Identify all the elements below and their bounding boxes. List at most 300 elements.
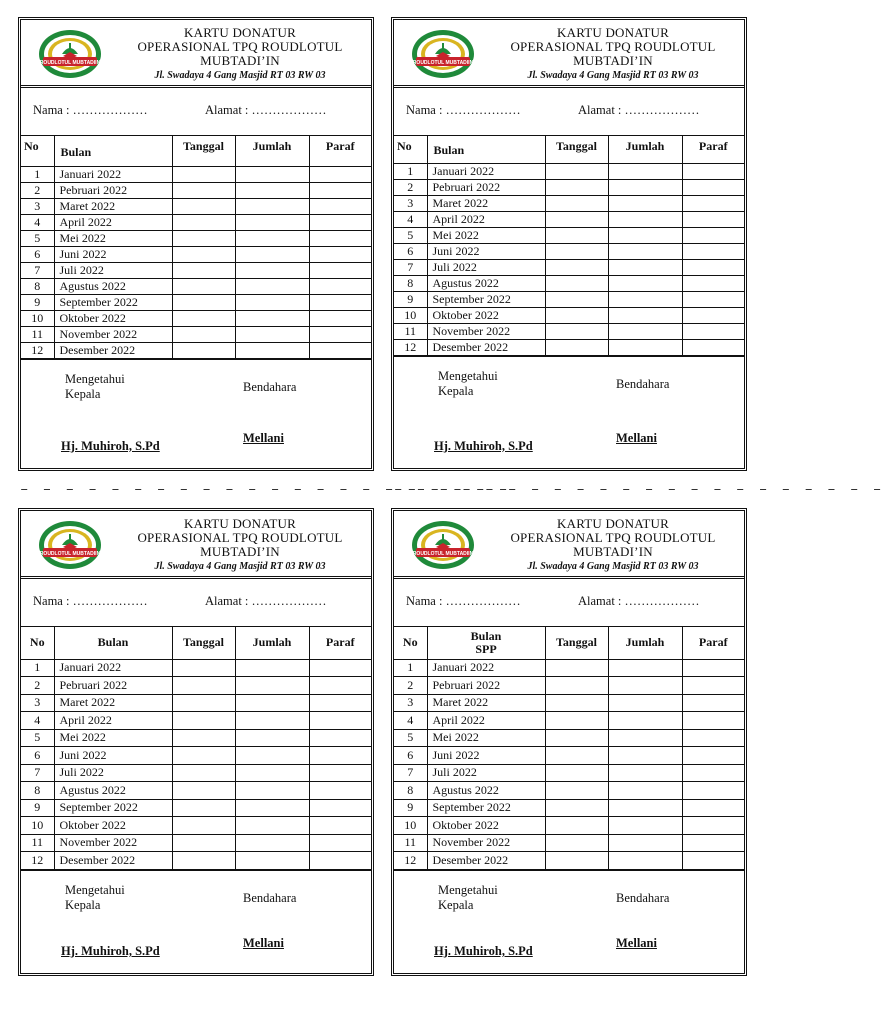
row-bulan: Oktober 2022 (54, 817, 172, 835)
row-tanggal[interactable] (545, 243, 608, 259)
row-paraf[interactable] (682, 834, 744, 852)
row-tanggal[interactable] (172, 166, 235, 182)
row-jumlah[interactable] (608, 339, 682, 355)
payment-table (21, 136, 371, 358)
row-bulan: Desember 2022 (54, 852, 172, 870)
row-paraf[interactable] (682, 195, 744, 211)
row-jumlah[interactable] (608, 677, 682, 695)
row-tanggal[interactable] (545, 834, 608, 852)
row-tanggal[interactable] (172, 294, 235, 310)
donor-card-2 (391, 17, 747, 471)
table-row (394, 834, 744, 852)
row-tanggal[interactable] (545, 323, 608, 339)
kepala-name: Hj. Muhiroh, S.Pd (434, 438, 533, 453)
payment-table (21, 627, 371, 869)
row-paraf[interactable] (682, 817, 744, 835)
col-paraf: Paraf (309, 627, 371, 659)
row-jumlah[interactable] (608, 659, 682, 677)
mengetahui-text: Mengetahui (65, 371, 125, 386)
row-tanggal[interactable] (172, 310, 235, 326)
row-jumlah[interactable] (235, 262, 309, 278)
row-paraf[interactable] (682, 179, 744, 195)
row-tanggal[interactable] (545, 852, 608, 870)
row-paraf[interactable] (682, 227, 744, 243)
row-tanggal[interactable] (172, 834, 235, 852)
row-bulan: Juni 2022 (427, 747, 545, 765)
nama-field: Nama : ……………… (33, 103, 148, 117)
row-jumlah[interactable] (608, 291, 682, 307)
row-jumlah[interactable] (235, 326, 309, 342)
row-jumlah[interactable] (608, 729, 682, 747)
row-paraf[interactable] (309, 182, 371, 198)
table-row (21, 747, 371, 765)
row-paraf[interactable] (309, 677, 371, 695)
donor-info (21, 88, 371, 136)
col-bulan: Bulan (54, 627, 172, 659)
header-text (113, 26, 367, 83)
col-paraf: Paraf (682, 136, 744, 163)
row-jumlah[interactable] (608, 163, 682, 179)
row-jumlah[interactable] (608, 834, 682, 852)
row-jumlah[interactable] (608, 259, 682, 275)
donor-card-1 (18, 17, 374, 471)
row-bulan: Agustus 2022 (427, 782, 545, 800)
payment-table (394, 136, 744, 355)
row-tanggal[interactable] (545, 659, 608, 677)
row-no: 5 (394, 227, 427, 243)
header-subtitle-2: MUBTADI’IN (573, 53, 653, 68)
row-paraf[interactable] (682, 782, 744, 800)
table-row (21, 852, 371, 870)
donor-info (394, 579, 744, 627)
row-bulan: Agustus 2022 (54, 782, 172, 800)
row-bulan: Oktober 2022 (427, 307, 545, 323)
row-bulan: Januari 2022 (54, 659, 172, 677)
row-bulan: Juni 2022 (54, 747, 172, 765)
row-jumlah[interactable] (608, 323, 682, 339)
mengetahui-text: Mengetahui (438, 883, 498, 897)
row-no: 1 (21, 166, 54, 182)
row-tanggal[interactable] (172, 182, 235, 198)
table-header-row (21, 627, 371, 659)
header-text (486, 26, 740, 83)
row-tanggal[interactable] (172, 230, 235, 246)
row-paraf[interactable] (682, 764, 744, 782)
row-no: 3 (394, 694, 427, 712)
row-jumlah[interactable] (608, 782, 682, 800)
row-bulan: Mei 2022 (54, 230, 172, 246)
row-tanggal[interactable] (545, 712, 608, 730)
row-paraf[interactable] (309, 817, 371, 835)
col-bulan: Bulan (54, 136, 172, 166)
table-row (394, 677, 744, 695)
row-paraf[interactable] (682, 339, 744, 355)
row-no: 12 (394, 852, 427, 870)
header-address: Jl. Swadaya 4 Gang Masjid RT 03 RW 03 (527, 70, 699, 81)
bendahara-label: Bendahara (243, 379, 297, 394)
card-header (21, 511, 371, 579)
row-paraf[interactable] (309, 166, 371, 182)
row-jumlah[interactable] (235, 712, 309, 730)
row-jumlah[interactable] (235, 182, 309, 198)
table-row (21, 782, 371, 800)
row-jumlah[interactable] (235, 246, 309, 262)
row-tanggal[interactable] (545, 211, 608, 227)
row-bulan: Oktober 2022 (427, 817, 545, 835)
table-header-row (394, 136, 744, 163)
row-paraf[interactable] (682, 291, 744, 307)
row-tanggal[interactable] (172, 712, 235, 730)
row-bulan: Maret 2022 (54, 198, 172, 214)
row-tanggal[interactable] (545, 764, 608, 782)
row-jumlah[interactable] (235, 166, 309, 182)
row-paraf[interactable] (682, 799, 744, 817)
row-tanggal[interactable] (545, 307, 608, 323)
row-jumlah[interactable] (235, 852, 309, 870)
col-paraf: Paraf (309, 136, 371, 166)
row-tanggal[interactable] (545, 782, 608, 800)
row-no: 2 (21, 677, 54, 695)
col-jumlah: Jumlah (235, 136, 309, 166)
row-jumlah[interactable] (608, 712, 682, 730)
row-tanggal[interactable] (172, 198, 235, 214)
table-row (21, 214, 371, 230)
col-paraf: Paraf (682, 627, 744, 659)
bendahara-name: Mellani (243, 430, 284, 445)
table-row (394, 712, 744, 730)
row-no: 6 (394, 243, 427, 259)
header-address: Jl. Swadaya 4 Gang Masjid RT 03 RW 03 (154, 561, 326, 572)
col-bulan-label: Bulan (470, 628, 502, 643)
row-paraf[interactable] (682, 712, 744, 730)
row-no: 1 (394, 659, 427, 677)
row-jumlah[interactable] (235, 310, 309, 326)
row-tanggal[interactable] (545, 729, 608, 747)
row-jumlah[interactable] (608, 275, 682, 291)
row-paraf[interactable] (309, 799, 371, 817)
row-no: 12 (21, 342, 54, 358)
row-tanggal[interactable] (172, 694, 235, 712)
bendahara-name: Mellani (616, 936, 657, 950)
mengetahui-label (65, 372, 125, 402)
row-tanggal[interactable] (545, 817, 608, 835)
row-tanggal[interactable] (172, 852, 235, 870)
row-bulan: Maret 2022 (54, 694, 172, 712)
row-paraf[interactable] (682, 852, 744, 870)
table-row (394, 799, 744, 817)
row-no: 1 (21, 659, 54, 677)
row-no: 5 (21, 230, 54, 246)
header-subtitle: OPERASIONAL TPQ ROUDLOTUL (137, 39, 343, 54)
table-row (21, 278, 371, 294)
donor-card-3 (18, 508, 374, 976)
row-jumlah[interactable] (235, 782, 309, 800)
row-jumlah[interactable] (608, 227, 682, 243)
row-no: 3 (394, 195, 427, 211)
table-row (21, 834, 371, 852)
col-jumlah: Jumlah (608, 627, 682, 659)
row-jumlah[interactable] (235, 198, 309, 214)
row-no: 8 (394, 275, 427, 291)
row-tanggal[interactable] (172, 342, 235, 358)
row-jumlah[interactable] (235, 677, 309, 695)
kepala-text: Kepala (438, 898, 474, 912)
row-jumlah[interactable] (235, 214, 309, 230)
row-jumlah[interactable] (608, 799, 682, 817)
row-bulan: November 2022 (427, 834, 545, 852)
row-paraf[interactable] (682, 243, 744, 259)
row-tanggal[interactable] (172, 782, 235, 800)
table-row (394, 211, 744, 227)
row-paraf[interactable] (682, 163, 744, 179)
row-paraf[interactable] (309, 326, 371, 342)
row-bulan: Pebruari 2022 (54, 677, 172, 695)
row-tanggal[interactable] (545, 291, 608, 307)
row-bulan: Juni 2022 (427, 243, 545, 259)
bendahara-name: Mellani (243, 936, 284, 950)
table-row (21, 166, 371, 182)
table-row (394, 227, 744, 243)
row-paraf[interactable] (309, 764, 371, 782)
table-row (394, 163, 744, 179)
table-header-row (21, 136, 371, 166)
row-tanggal[interactable] (172, 799, 235, 817)
row-tanggal[interactable] (545, 799, 608, 817)
mengetahui-label (65, 883, 125, 913)
row-jumlah[interactable] (608, 747, 682, 765)
header-subtitle-2: MUBTADI’IN (200, 544, 280, 559)
row-no: 10 (394, 307, 427, 323)
mengetahui-label (438, 369, 498, 399)
nama-field: Nama : ……………… (406, 594, 521, 608)
row-paraf[interactable] (309, 694, 371, 712)
row-no: 5 (21, 729, 54, 747)
row-paraf[interactable] (309, 834, 371, 852)
row-tanggal[interactable] (172, 729, 235, 747)
row-tanggal[interactable] (545, 259, 608, 275)
row-bulan: Maret 2022 (427, 694, 545, 712)
table-row (21, 310, 371, 326)
row-paraf[interactable] (309, 659, 371, 677)
row-tanggal[interactable] (545, 677, 608, 695)
row-paraf[interactable] (309, 294, 371, 310)
row-bulan: Juli 2022 (54, 764, 172, 782)
table-row (394, 243, 744, 259)
row-jumlah[interactable] (608, 195, 682, 211)
tpq-logo-icon (37, 519, 103, 571)
row-no: 6 (394, 747, 427, 765)
table-row (21, 729, 371, 747)
row-no: 7 (21, 764, 54, 782)
row-tanggal[interactable] (172, 214, 235, 230)
table-row (394, 339, 744, 355)
row-jumlah[interactable] (608, 243, 682, 259)
logo-banner-text: ROUDLOTUL MUBTADIIN (39, 551, 101, 557)
signature-area (394, 355, 744, 468)
table-row (394, 291, 744, 307)
row-paraf[interactable] (682, 729, 744, 747)
row-paraf[interactable] (309, 198, 371, 214)
table-header-row (394, 627, 744, 659)
row-no: 9 (394, 291, 427, 307)
header-subtitle-2: MUBTADI’IN (573, 544, 653, 559)
row-no: 8 (394, 782, 427, 800)
row-jumlah[interactable] (608, 764, 682, 782)
row-paraf[interactable] (682, 677, 744, 695)
header-text (113, 517, 367, 574)
table-row (394, 659, 744, 677)
row-jumlah[interactable] (235, 764, 309, 782)
table-row (394, 694, 744, 712)
table-row (394, 852, 744, 870)
col-no: No (394, 136, 427, 163)
row-paraf[interactable] (682, 211, 744, 227)
header-address: Jl. Swadaya 4 Gang Masjid RT 03 RW 03 (154, 70, 326, 81)
row-paraf[interactable] (682, 659, 744, 677)
row-no: 9 (21, 294, 54, 310)
row-tanggal[interactable] (545, 747, 608, 765)
row-tanggal[interactable] (545, 163, 608, 179)
row-tanggal[interactable] (545, 694, 608, 712)
bendahara-label: Bendahara (616, 376, 670, 391)
row-paraf[interactable] (309, 712, 371, 730)
row-bulan: Mei 2022 (427, 729, 545, 747)
table-row (21, 246, 371, 262)
row-tanggal[interactable] (545, 179, 608, 195)
row-jumlah[interactable] (235, 659, 309, 677)
row-tanggal[interactable] (172, 326, 235, 342)
row-tanggal[interactable] (172, 747, 235, 765)
row-jumlah[interactable] (235, 294, 309, 310)
row-jumlah[interactable] (235, 230, 309, 246)
row-tanggal[interactable] (172, 817, 235, 835)
header-text (486, 517, 740, 574)
row-bulan: September 2022 (427, 291, 545, 307)
row-paraf[interactable] (682, 259, 744, 275)
row-paraf[interactable] (309, 214, 371, 230)
row-no: 2 (21, 182, 54, 198)
col-bulan-sub: SPP (475, 641, 497, 656)
row-paraf[interactable] (682, 275, 744, 291)
mengetahui-label (438, 883, 498, 913)
row-bulan: April 2022 (427, 712, 545, 730)
row-tanggal[interactable] (172, 246, 235, 262)
col-bulan (427, 627, 545, 659)
row-no: 11 (21, 326, 54, 342)
row-jumlah[interactable] (235, 342, 309, 358)
row-bulan: November 2022 (54, 834, 172, 852)
row-bulan: Pebruari 2022 (427, 179, 545, 195)
row-tanggal[interactable] (172, 262, 235, 278)
table-row (21, 182, 371, 198)
row-bulan: Pebruari 2022 (54, 182, 172, 198)
row-tanggal[interactable] (172, 278, 235, 294)
row-jumlah[interactable] (235, 834, 309, 852)
row-bulan: September 2022 (54, 294, 172, 310)
logo-banner-text: ROUDLOTUL MUBTADIIN (412, 551, 474, 557)
row-jumlah[interactable] (235, 729, 309, 747)
row-paraf[interactable] (309, 747, 371, 765)
table-row (394, 323, 744, 339)
row-no: 4 (21, 214, 54, 230)
row-jumlah[interactable] (235, 747, 309, 765)
row-paraf[interactable] (682, 747, 744, 765)
row-paraf[interactable] (309, 230, 371, 246)
row-tanggal[interactable] (545, 339, 608, 355)
row-tanggal[interactable] (172, 677, 235, 695)
row-paraf[interactable] (309, 782, 371, 800)
row-no: 11 (394, 323, 427, 339)
row-jumlah[interactable] (235, 817, 309, 835)
alamat-field: Alamat : ……………… (205, 103, 327, 117)
row-paraf[interactable] (682, 307, 744, 323)
row-jumlah[interactable] (608, 179, 682, 195)
col-tanggal: Tanggal (545, 627, 608, 659)
row-bulan: Agustus 2022 (427, 275, 545, 291)
row-tanggal[interactable] (545, 195, 608, 211)
row-no: 12 (21, 852, 54, 870)
col-jumlah: Jumlah (235, 627, 309, 659)
header-subtitle: OPERASIONAL TPQ ROUDLOTUL (137, 530, 343, 545)
table-row (394, 307, 744, 323)
row-jumlah[interactable] (235, 799, 309, 817)
row-tanggal[interactable] (172, 659, 235, 677)
row-bulan: Desember 2022 (427, 339, 545, 355)
row-paraf[interactable] (309, 342, 371, 358)
row-no: 10 (394, 817, 427, 835)
signature-area (394, 869, 744, 973)
row-tanggal[interactable] (172, 764, 235, 782)
row-bulan: Januari 2022 (427, 659, 545, 677)
row-jumlah[interactable] (235, 694, 309, 712)
row-bulan: November 2022 (427, 323, 545, 339)
kepala-text: Kepala (438, 383, 474, 398)
table-row (21, 326, 371, 342)
row-bulan: April 2022 (427, 211, 545, 227)
row-jumlah[interactable] (608, 817, 682, 835)
row-jumlah[interactable] (608, 694, 682, 712)
row-paraf[interactable] (682, 323, 744, 339)
row-no: 5 (394, 729, 427, 747)
nama-field: Nama : ……………… (406, 103, 521, 117)
row-paraf[interactable] (309, 278, 371, 294)
row-jumlah[interactable] (608, 211, 682, 227)
row-bulan: Januari 2022 (427, 163, 545, 179)
table-row (394, 747, 744, 765)
row-paraf[interactable] (309, 246, 371, 262)
row-paraf[interactable] (309, 852, 371, 870)
header-title: KARTU DONATUR (184, 25, 296, 40)
row-no: 9 (394, 799, 427, 817)
row-paraf[interactable] (309, 310, 371, 326)
row-jumlah[interactable] (608, 852, 682, 870)
row-paraf[interactable] (309, 262, 371, 278)
row-bulan: Oktober 2022 (54, 310, 172, 326)
alamat-field: Alamat : ……………… (205, 594, 327, 608)
row-tanggal[interactable] (545, 275, 608, 291)
row-paraf[interactable] (309, 729, 371, 747)
row-tanggal[interactable] (545, 227, 608, 243)
row-no: 6 (21, 747, 54, 765)
row-jumlah[interactable] (608, 307, 682, 323)
col-no: No (394, 627, 427, 659)
row-bulan: Juni 2022 (54, 246, 172, 262)
cut-line-right: – – – – – – – – – – – – – – – – – – – – – – (394, 482, 884, 498)
row-paraf[interactable] (682, 694, 744, 712)
kepala-text: Kepala (65, 386, 101, 401)
row-bulan: September 2022 (427, 799, 545, 817)
row-jumlah[interactable] (235, 278, 309, 294)
